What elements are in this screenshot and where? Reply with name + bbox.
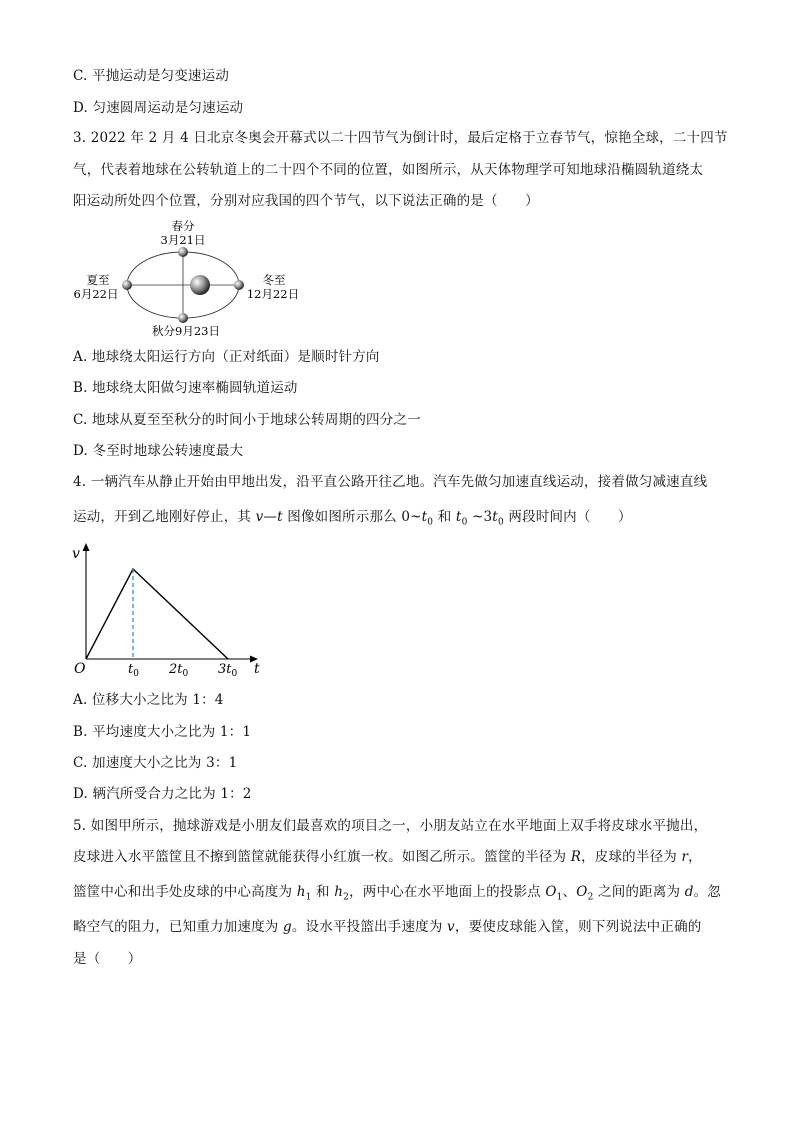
earth-summer-icon [122, 280, 132, 290]
q3-option-d: D. 冬至时地球公转速度最大 [73, 443, 244, 459]
summer-label: 夏至 [86, 273, 110, 287]
option-c-prev: C. 平抛运动是匀变速运动 [73, 68, 230, 84]
q4-option-a: A. 位移大小之比为 1：4 [73, 692, 224, 708]
orbit-figure [70, 218, 310, 343]
q3-stem-line3: 阳运动所处四个位置，分别对应我国的四个节气，以下说法正确的是（ ） [73, 193, 539, 209]
t-axis-label: t [254, 661, 260, 677]
q4-option-d: D. 辆汽所受合力之比为 1：2 [73, 786, 252, 802]
tick-3t0: $3t_0$ [218, 662, 238, 679]
q3-stem-line1: 3. 2022 年 2 月 4 日北京冬奥会开幕式以二十四节气为倒计时，最后定格于立春节气，惊艳全球，二十四节 [73, 130, 728, 146]
summer-date: 6月22日 [73, 287, 119, 301]
q5-stem-line4: 略空气的阻力，已知重力加速度为 g。设水平投篮出手速度为 v，要使皮球能入筐，则下列说法中正确的 [73, 919, 702, 935]
q3-option-c: C. 地球从夏至至秋分的时间小于地球公转周期的四分之一 [73, 412, 421, 428]
earth-winter-icon [234, 280, 244, 290]
origin-label: O [74, 661, 86, 677]
tick-2t0: $2t_0$ [169, 662, 189, 679]
v-axis-arrow-icon [83, 543, 90, 551]
q4-option-c: C. 加速度大小之比为 3：1 [73, 755, 238, 771]
earth-spring-icon [178, 247, 188, 257]
vt-curve [86, 569, 228, 659]
q4-stem-line1: 4. 一辆汽车从静止开始由甲地出发，沿平直公路开往乙地。汽车先做匀加速直线运动，接着做匀减速直线 [73, 474, 708, 490]
q4-stem-line2: 运动，开到乙地刚好停止，其 v—t 图像如图所示那么 $0\sim t_0$ 和 $t_0$ $\sim 3t_0$ 两段时间内（ ） [73, 509, 632, 528]
sun-icon [190, 275, 210, 295]
spring-date: 3月21日 [160, 233, 206, 247]
q5-stem-line2: 皮球进入水平篮筐且不擦到篮筐就能获得小红旗一枚。如图乙所示。篮筐的半径为 R，皮球的半径为 r， [73, 849, 702, 865]
q5-stem-line5: 是（ ） [73, 951, 142, 967]
tick-t0: $t_0$ [128, 662, 139, 679]
q5-stem-line1: 5. 如图甲所示，抛球游戏是小朋友们最喜欢的项目之一，小朋友站立在水平地面上双手将皮球水平抛出， [73, 818, 708, 834]
winter-date: 12月22日 [246, 287, 300, 301]
winter-label: 冬至 [262, 273, 286, 287]
option-d-prev: D. 匀速圆周运动是匀速运动 [73, 100, 244, 116]
spring-label: 春分 [171, 219, 195, 233]
q5-stem-line3: 篮筐中心和出手处皮球的中心高度为 $h_1$ 和 $h_2$，两中心在水平地面上的投影点 $O_1$、$O_2$ 之间的距离为 d。忽 [73, 884, 721, 903]
q3-option-a: A. 地球绕太阳运行方向（正对纸面）是顺时针方向 [73, 349, 380, 365]
q3-option-b: B. 地球绕太阳做匀速率椭圆轨道运动 [73, 380, 298, 396]
q3-stem-line2: 气，代表着地球在公转轨道上的二十四个不同的位置，如图所示，从天体物理学可知地球沿椭圆轨道绕太 [73, 162, 704, 178]
vt-graph [66, 540, 276, 680]
q4-option-b: B. 平均速度大小之比为 1：1 [73, 724, 252, 740]
v-axis-label: v [72, 546, 80, 562]
autumn-label: 秋分9月23日 [152, 324, 220, 338]
earth-autumn-icon [178, 313, 188, 323]
